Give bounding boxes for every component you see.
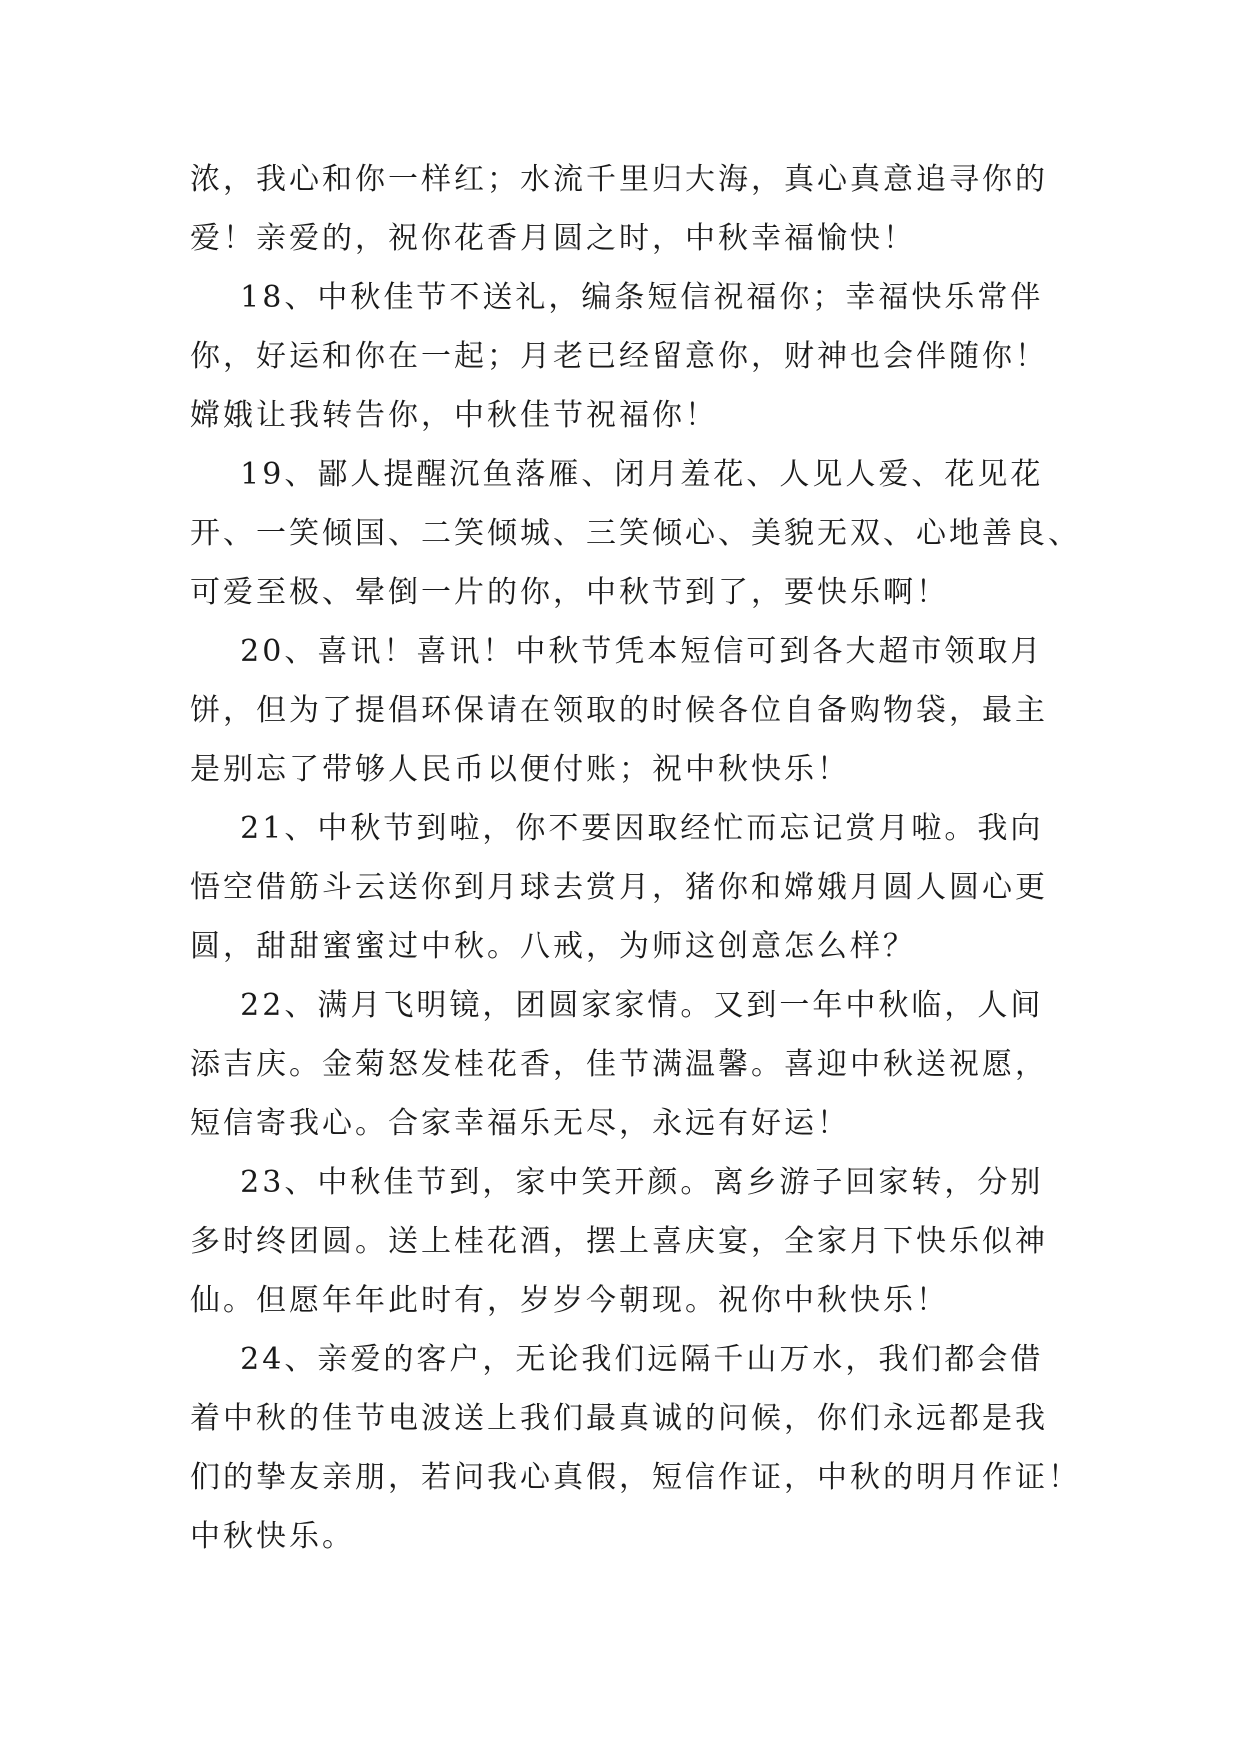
text-line: 们的挚友亲朋，若问我心真假，短信作证，中秋的明月作证！ (190, 1460, 1081, 1495)
text-line: 多时终团圆。送上桂花酒，摆上喜庆宴，全家月下快乐似神 (190, 1224, 1048, 1259)
text-line: 圆，甜甜蜜蜜过中秋。八戒，为师这创意怎么样？ (190, 929, 916, 964)
text-line: 浓，我心和你一样红；水流千里归大海，真心真意追寻你的 (190, 162, 1048, 197)
text-line: 20、喜讯！喜讯！中秋节凭本短信可到各大超市领取月 (190, 634, 1044, 669)
text-line: 19、鄙人提醒沉鱼落雁、闭月羞花、人见人爱、花见花 (190, 457, 1044, 492)
text-line: 21、中秋节到啦，你不要因取经忙而忘记赏月啦。我向 (190, 811, 1044, 846)
document-body (190, 150, 1081, 1566)
text-line: 饼，但为了提倡环保请在领取的时候各位自备购物袋，最主 (190, 693, 1048, 728)
text-line: 你，好运和你在一起；月老已经留意你，财神也会伴随你！ (190, 339, 1048, 374)
text-line: 中秋快乐。 (190, 1519, 355, 1554)
text-line: 嫦娥让我转告你，中秋佳节祝福你！ (190, 398, 718, 433)
text-line: 悟空借筋斗云送你到月球去赏月，猪你和嫦娥月圆人圆心更 (190, 870, 1048, 905)
text-line: 18、中秋佳节不送礼，编条短信祝福你；幸福快乐常伴 (190, 280, 1044, 315)
text-line: 是别忘了带够人民币以便付账；祝中秋快乐！ (190, 752, 850, 787)
text-line: 着中秋的佳节电波送上我们最真诚的问候，你们永远都是我 (190, 1401, 1048, 1436)
text-line: 爱！亲爱的，祝你花香月圆之时，中秋幸福愉快！ (190, 221, 916, 256)
text-line: 开、一笑倾国、二笑倾城、三笑倾心、美貌无双、心地善良、 (190, 516, 1081, 551)
text-line: 仙。但愿年年此时有，岁岁今朝现。祝你中秋快乐！ (190, 1283, 949, 1318)
text-line: 23、中秋佳节到，家中笑开颜。离乡游子回家转，分别 (190, 1165, 1044, 1200)
text-line: 22、满月飞明镜，团圆家家情。又到一年中秋临，人间 (190, 988, 1044, 1023)
text-line: 短信寄我心。合家幸福乐无尽，永远有好运！ (190, 1106, 850, 1141)
text-line: 24、亲爱的客户，无论我们远隔千山万水，我们都会借 (190, 1342, 1044, 1377)
text-line: 可爱至极、晕倒一片的你，中秋节到了，要快乐啊！ (190, 575, 949, 610)
text-line: 添吉庆。金菊怒发桂花香，佳节满温馨。喜迎中秋送祝愿， (190, 1047, 1048, 1082)
